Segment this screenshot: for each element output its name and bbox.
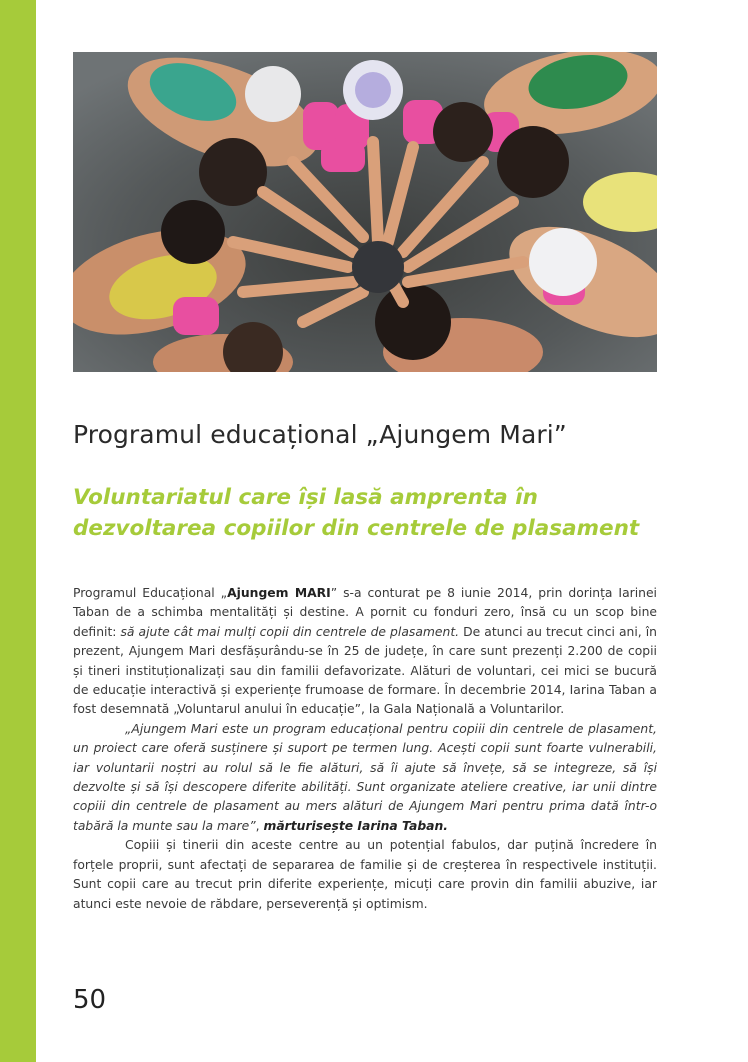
children-circle-photo bbox=[73, 52, 657, 372]
accent-side-bar bbox=[0, 0, 36, 1062]
article-subtitle bbox=[73, 482, 673, 544]
page-number: 50 bbox=[73, 985, 107, 1015]
subtitle-line-2: dezvoltarea copiilor din centrele de plasament bbox=[73, 516, 640, 541]
intro-text-2: ” s-a conturat pe 8 iunie 2014, prin dorința Iarinei Taban de a schimba mentalități și destine. A pornit cu fonduri zero, însă cu un scop bine definit: bbox=[73, 586, 657, 639]
quote-attribution: mărturisește Iarina Taban. bbox=[263, 818, 448, 833]
subtitle-line-1: Voluntariatul care își lasă amprenta în bbox=[73, 485, 538, 510]
paragraph-closing: Copiii și tinerii din aceste centre au un potențial fabulos, dar puțină încredere în forțele proprii, sunt afectați de separarea de familie și de creșterea în respectivele instituții. Sunt copii care au trecut prin diferite experiențe, micuți care provin din familii abuzive, iar atunci este nevoie de răbdare, perseverență și optimism. bbox=[73, 838, 657, 911]
quote-text: „Ajungem Mari este un program educațional pentru copiii din centrele de plasament, un proiect care oferă susținere și suport pe termen lung. Acești copii sunt foarte vulnerabili, iar voluntarii noștri au rolul să le fie alături, să îi ajute să învețe, să se integreze, să își dezvolte și să își descopere diferite abilități. Sunt organizate ateliere creative, iar unii dintre copiii din centrele de plasament au mers alături de Ajungem Mari pentru prima dată într-o tabără la munte sau la mare” bbox=[73, 721, 657, 833]
intro-text-1: Programul Educațional „ bbox=[73, 586, 228, 600]
program-name-bold: Ajungem MARI bbox=[227, 586, 331, 600]
intro-italic: să ajute cât mai mulți copii din centrele de plasament. bbox=[120, 624, 460, 639]
paragraph-intro bbox=[73, 584, 657, 720]
intro-text-3: De atunci au trecut cinci ani, în prezent, Ajungem Mari desfășurându-se în 25 de județe, în care sunt prezenți 2.200 de copii și tineri instituționalizați sau din familii defavorizate. Alături de voluntari, cei mici se bucură de educație interactivă și experiențe frumoase de formare. În decembrie 2014, Iarina Taban a fost desemnată „Voluntarul anului în educație”, la Gala Națională a Voluntarilor. bbox=[73, 624, 657, 717]
photo-illustration bbox=[73, 52, 657, 372]
article-body bbox=[73, 584, 657, 914]
paragraph-quote bbox=[73, 720, 657, 836]
quote-separator: , bbox=[255, 818, 264, 833]
article-title: Programul educațional „Ajungem Mari” bbox=[73, 420, 567, 449]
